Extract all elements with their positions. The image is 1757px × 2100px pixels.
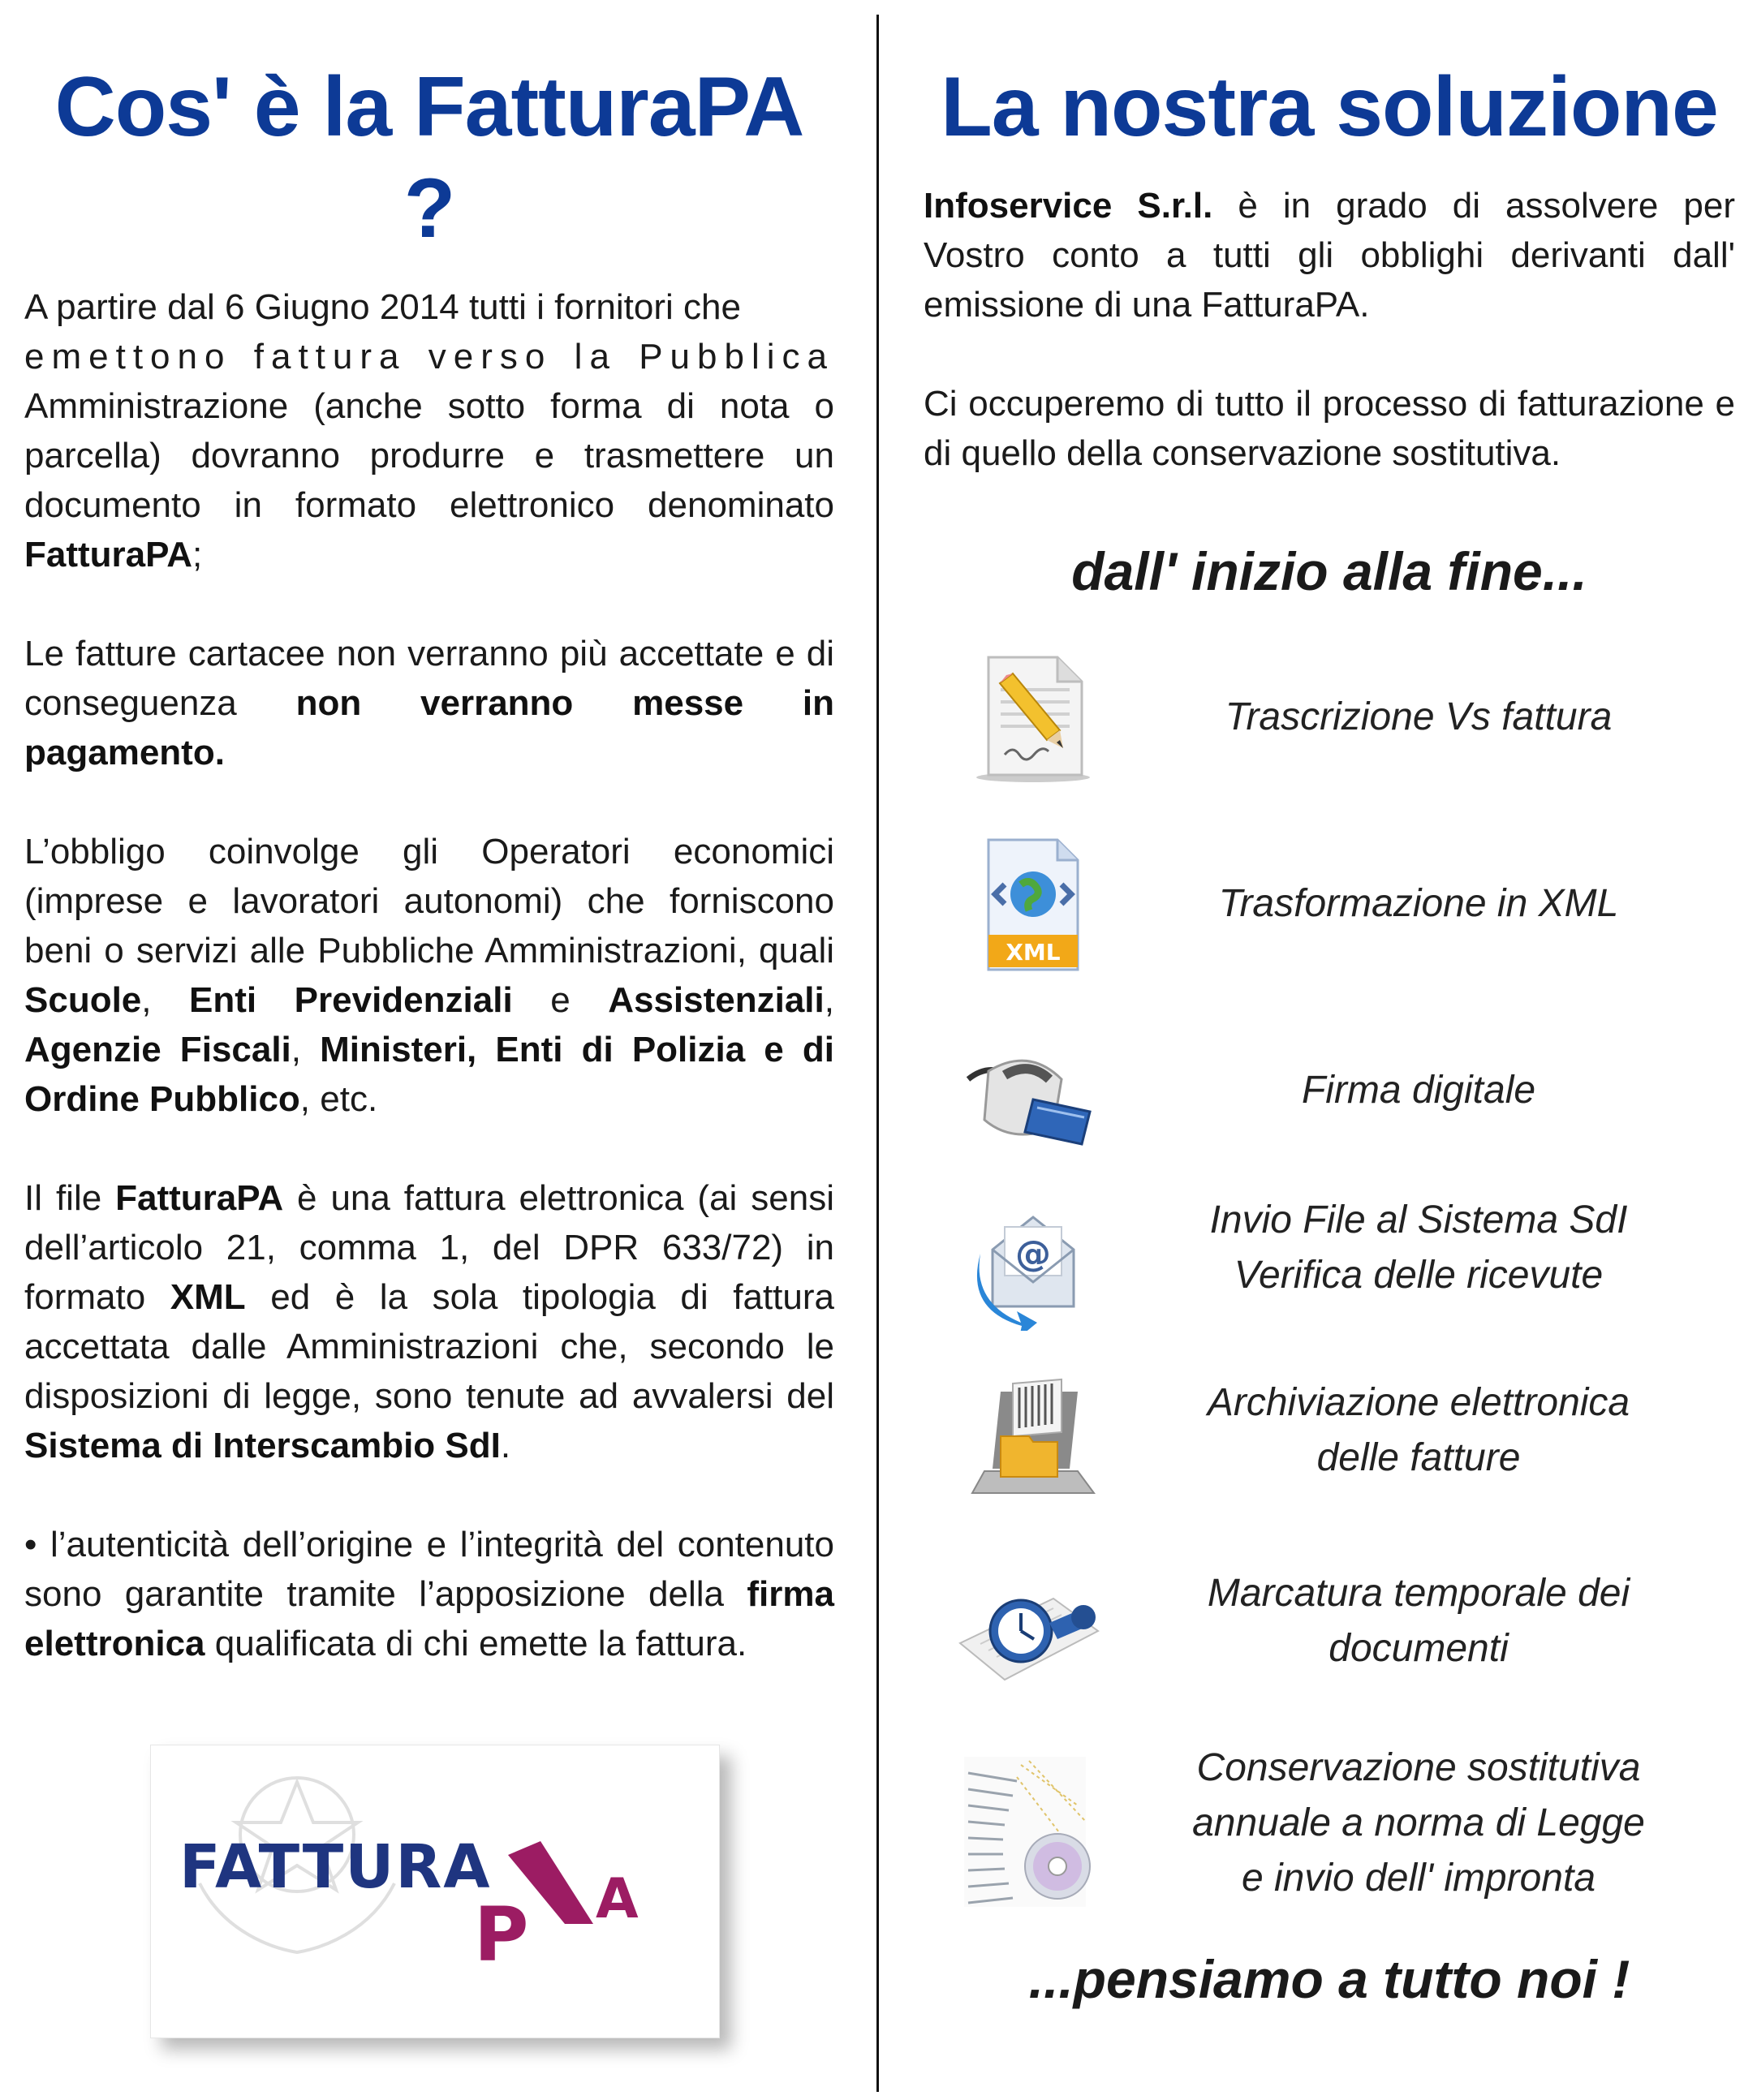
paragraph-obligation: L’obbligo coinvolge gli Operatori economici (imprese e lavoratori autonomi) che forniscono beni o servizi alle Pubbliche Amministrazioni, quali Scuole, Enti Previdenziali e Assistenziali, Agenzie Fiscali, Ministeri, Enti di Polizia e di Ordine Pubblico, etc. — [24, 831, 834, 1119]
step-label-line1: Conservazione sostitutiva — [1196, 1746, 1641, 1789]
step-label-line1: Archiviazione elettronica — [1207, 1381, 1630, 1424]
svg-text:XML: XML — [1006, 939, 1061, 966]
step-label-line2: delle fatture — [1316, 1436, 1521, 1479]
paragraph-paper-invoices: Le fatture cartacee non verranno più accettate e di conseguenza non verranno messe in pagamento. — [24, 633, 835, 772]
column-divider — [876, 15, 879, 2092]
step-label-line1: Marcatura temporale dei — [1207, 1572, 1630, 1615]
timestamp-stamp-icon — [956, 1566, 1102, 1704]
tagline-end: ...pensiamo a tutto noi ! — [1028, 1949, 1630, 2009]
step-label: Trascrizione Vs fattura — [1225, 695, 1613, 738]
logo-letter-p: P — [474, 1891, 529, 1978]
logo-letter-a: A — [596, 1867, 639, 1931]
logo-word-fattura: FATTURA — [179, 1832, 492, 1902]
left-column — [24, 57, 834, 1718]
step-label-line1: Invio File al Sistema SdI — [1209, 1198, 1628, 1241]
step-label-line3: e invio dell' impronta — [1241, 1857, 1596, 1900]
fatturapa-logo — [150, 1745, 720, 2038]
tagline-start: dall' inizio alla fine... — [1071, 541, 1587, 601]
fatturapa-logo-graphic — [151, 1745, 719, 2038]
paragraph-file-definition: Il file FatturaPA è una fattura elettronica (ai sensi dell’articolo 21, comma 1, del DPR 633/72) in formato XML ed è la sola tipologia di fattura accettata dalle Amministrazioni che, secondo le disposizioni di legge, sono tenute ad avvalersi del Sistema di Interscambio SdI. — [24, 1177, 834, 1465]
card-reader-icon — [956, 1022, 1102, 1160]
right-column — [924, 57, 1736, 2009]
paragraph-company: Infoservice S.r.l. è in grado di assolvere per Vostro conto a tutti gli obblighi derivanti dall' emissione di una FatturaPA. — [924, 185, 1736, 325]
disc-data-icon — [956, 1745, 1102, 1907]
paragraph-intro: A partire dal 6 Giugno 2014 tutti i fornitori che emettono fattura verso la Pubblica Amministrazione (anche sotto forma di nota o parcella) dovranno produrre e trasmettere un documento in formato elettronico denominato FatturaPA; — [24, 286, 834, 574]
xml-file-icon — [956, 836, 1102, 974]
step-label: Trasformazione in XML — [1218, 882, 1619, 925]
document-pen-icon — [956, 649, 1102, 787]
email-send-icon — [956, 1193, 1102, 1331]
step-label: Firma digitale — [1301, 1069, 1536, 1112]
laptop-archive-icon — [956, 1375, 1102, 1513]
svg-text:@: @ — [1015, 1233, 1051, 1275]
step-label-line2: documenti — [1329, 1627, 1509, 1670]
left-heading: Cos' è la FatturaPA ? — [54, 60, 804, 256]
step-label-line2: Verifica delle ricevute — [1234, 1254, 1604, 1297]
right-heading: La nostra soluzione — [941, 60, 1718, 154]
paragraph-process: Ci occuperemo di tutto il processo di fatturazione e di quello della conservazione sostitutiva. — [924, 383, 1735, 473]
paragraph-authenticity: • l’autenticità dell’origine e l’integrità del contenuto sono garantite tramite l’apposizione della firma elettronica qualificata di chi emette la fattura. — [24, 1524, 834, 1663]
step-label-line2: annuale a norma di Legge — [1192, 1801, 1645, 1844]
